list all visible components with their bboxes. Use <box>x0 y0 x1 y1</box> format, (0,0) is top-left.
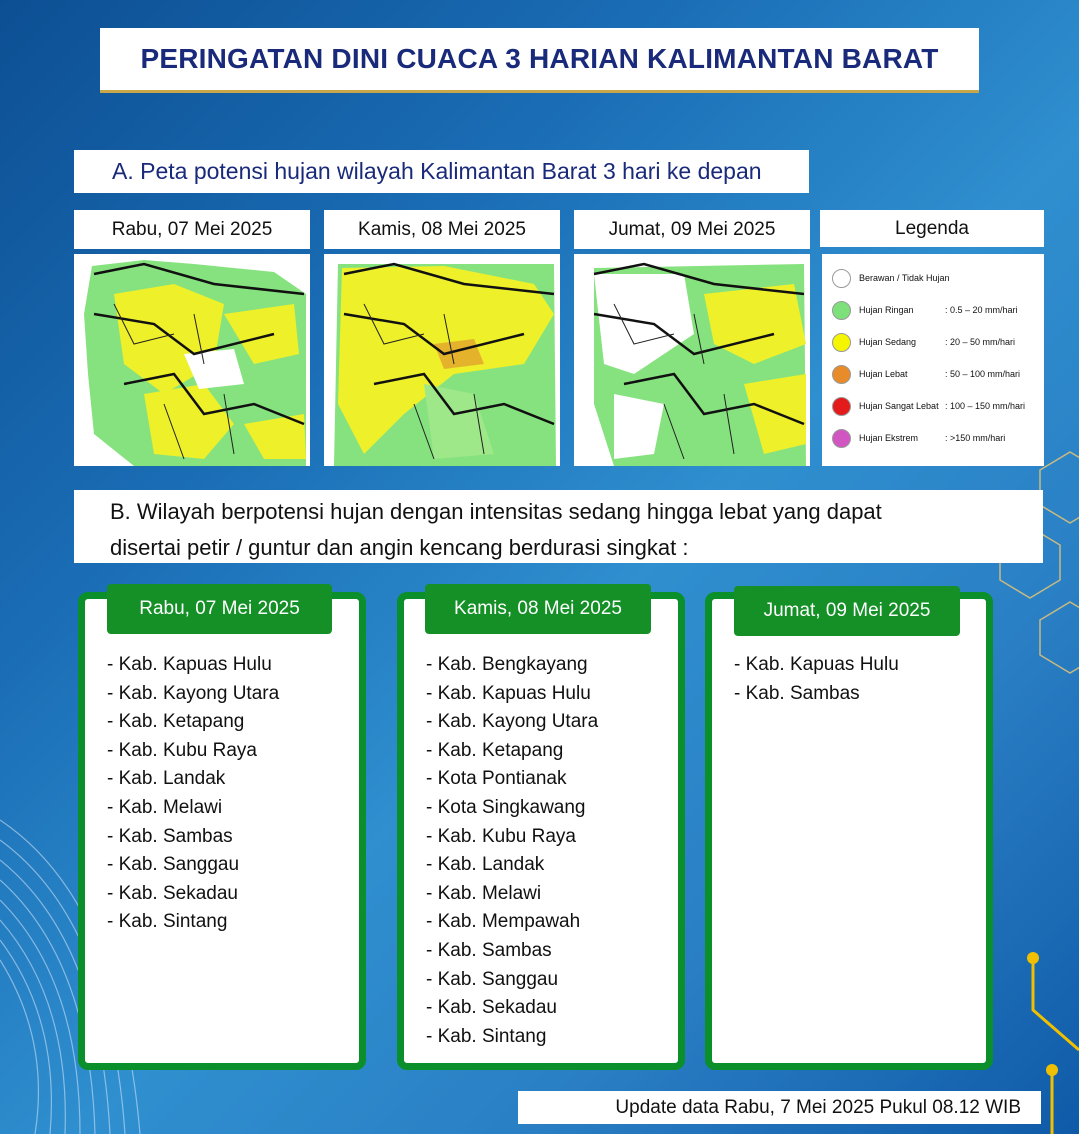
legend-color-swatch <box>832 397 851 416</box>
region-list-item: - Kab. Sambas <box>107 825 233 847</box>
legend-color-swatch <box>832 365 851 384</box>
region-card-day-1 <box>78 592 366 1070</box>
legend-color-swatch <box>832 429 851 448</box>
region-list-item: - Kab. Ketapang <box>107 711 245 733</box>
update-timestamp: Update data Rabu, 7 Mei 2025 Pukul 08.12 WIB <box>518 1091 1041 1124</box>
section-b-heading: B. Wilayah berpotensi hujan dengan intensitas sedang hingga lebat yang dapat disertai petir / guntur dan angin kencang berdurasi singkat : <box>74 490 1043 563</box>
legend-item: Hujan Ringan : 0.5 – 20 mm/hari <box>832 299 1018 321</box>
region-list-item: - Kab. Sintang <box>107 911 228 933</box>
region-list-item: - Kab. Sekadau <box>426 997 557 1019</box>
legend-item: Berawan / Tidak Hujan <box>832 267 950 289</box>
region-list-item: - Kab. Melawi <box>426 882 542 904</box>
region-card-day-2 <box>397 592 685 1070</box>
map-date-label-3: Jumat, 09 Mei 2025 <box>574 210 810 249</box>
region-list-item: - Kab. Kubu Raya <box>426 825 576 847</box>
legend-color-swatch <box>832 301 851 320</box>
rain-map-day-3 <box>574 254 810 466</box>
legend-item: Hujan Lebat : 50 – 100 mm/hari <box>832 363 1020 385</box>
region-list-item: - Kab. Kayong Utara <box>107 682 280 704</box>
region-list-item: - Kab. Kayong Utara <box>426 711 599 733</box>
legend-color-swatch <box>832 269 851 288</box>
region-list-item: - Kab. Mempawah <box>426 911 581 933</box>
region-list-item: - Kab. Bengkayang <box>426 654 588 675</box>
region-list <box>107 651 279 937</box>
legend-panel <box>822 254 1044 466</box>
card-header-day-2: Kamis, 08 Mei 2025 <box>425 584 651 634</box>
region-list <box>426 651 598 1051</box>
region-list-item: - Kab. Ketapang <box>426 739 564 761</box>
region-list-item: - Kab. Sambas <box>734 682 860 704</box>
legend-item: Hujan Sangat Lebat : 100 – 150 mm/hari <box>832 395 1025 417</box>
region-list-item: - Kab. Melawi <box>107 796 223 818</box>
region-list-item: - Kab. Kubu Raya <box>107 739 257 761</box>
region-list <box>734 651 899 708</box>
region-list-item: - Kab. Landak <box>107 768 226 790</box>
region-list-item: - Kab. Sekadau <box>107 882 238 904</box>
region-list-item: - Kab. Landak <box>426 854 545 876</box>
region-card-day-3 <box>705 592 993 1070</box>
legend-color-swatch <box>832 333 851 352</box>
title-banner <box>100 28 979 93</box>
region-list-item: - Kab. Kapuas Hulu <box>107 654 272 675</box>
legend-title: Legenda <box>820 210 1044 247</box>
region-list-item: - Kab. Sintang <box>426 1025 547 1047</box>
map-date-label-1: Rabu, 07 Mei 2025 <box>74 210 310 249</box>
legend-item: Hujan Sedang : 20 – 50 mm/hari <box>832 331 1015 353</box>
rain-map-day-2 <box>324 254 560 466</box>
map-date-label-2: Kamis, 08 Mei 2025 <box>324 210 560 249</box>
region-list-item: - Kab. Kapuas Hulu <box>734 654 899 675</box>
card-header-day-3: Jumat, 09 Mei 2025 <box>734 586 960 636</box>
region-list-item: - Kab. Sambas <box>426 939 552 961</box>
region-list-item: - Kota Pontianak <box>426 768 567 790</box>
region-list-item: - Kab. Kapuas Hulu <box>426 682 591 704</box>
rain-map-day-1 <box>74 254 310 466</box>
legend-item: Hujan Ekstrem : >150 mm/hari <box>832 427 1005 449</box>
region-list-item: - Kota Singkawang <box>426 796 586 818</box>
page-title: PERINGATAN DINI CUACA 3 HARIAN KALIMANTAN BARAT <box>140 43 939 74</box>
section-a-heading: A. Peta potensi hujan wilayah Kalimantan Barat 3 hari ke depan <box>74 150 809 193</box>
card-header-day-1: Rabu, 07 Mei 2025 <box>107 584 332 634</box>
region-list-item: - Kab. Sanggau <box>107 854 240 876</box>
region-list-item: - Kab. Sanggau <box>426 968 559 990</box>
